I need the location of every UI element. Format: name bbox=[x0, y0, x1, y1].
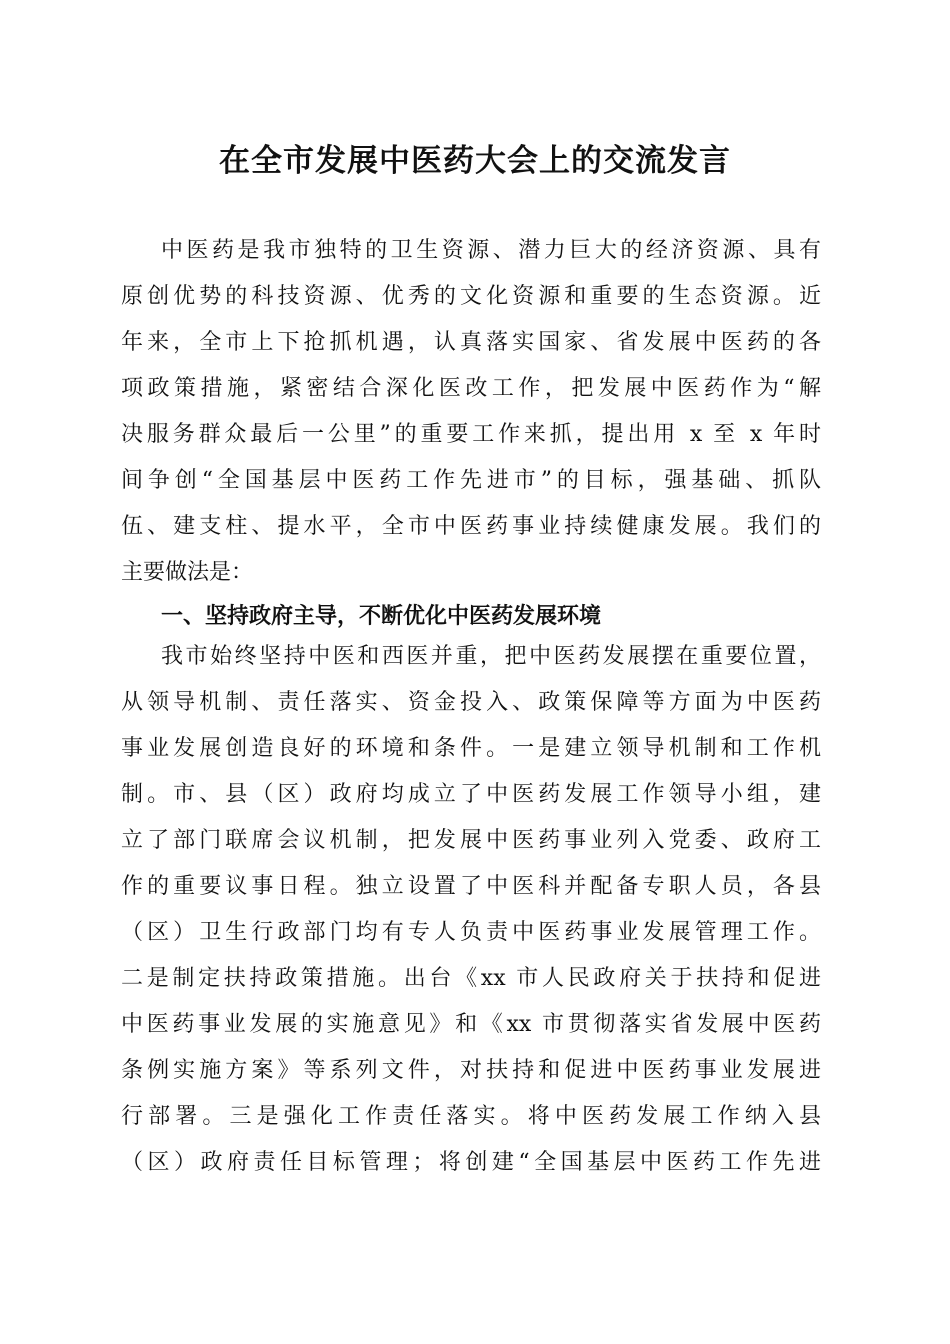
paragraph-2-line-2: 从领导机制、责任落实、资金投入、政策保障等方面为中医药 bbox=[121, 690, 821, 715]
document-title: 在全市发展中医药大会上的交流发言 bbox=[219, 143, 731, 179]
paragraph-2-line-9: 中医药事业发展的实施意见》和《xx 市贯彻落实省发展中医药 bbox=[121, 1012, 821, 1037]
paragraph-2-line-10: 条例实施方案》等系列文件，对扶持和促进中医药事业发展进 bbox=[121, 1058, 821, 1083]
paragraph-2-line-11: 行部署。三是强化工作责任落实。将中医药发展工作纳入县 bbox=[121, 1104, 821, 1129]
paragraph-2-line-8: 二是制定扶持政策措施。出台《xx 市人民政府关于扶持和促进 bbox=[121, 966, 821, 991]
paragraph-1-line-8: 主要做法是： bbox=[121, 560, 254, 585]
paragraph-2-line-3: 事业发展创造良好的环境和条件。一是建立领导机制和工作机 bbox=[121, 736, 821, 761]
paragraph-1-line-7: 伍、建支柱、提水平，全市中医药事业持续健康发展。我们的 bbox=[121, 514, 821, 539]
paragraph-2-line-6: 作的重要议事日程。独立设置了中医科并配备专职人员，各县 bbox=[121, 874, 821, 899]
paragraph-1-line-1: 中医药是我市独特的卫生资源、潜力巨大的经济资源、具有 bbox=[161, 238, 821, 263]
paragraph-1-line-4: 项政策措施，紧密结合深化医改工作，把发展中医药作为“解 bbox=[121, 376, 821, 401]
paragraph-1-line-3: 年来，全市上下抢抓机遇，认真落实国家、省发展中医药的各 bbox=[121, 330, 821, 355]
paragraph-2-line-5: 立了部门联席会议机制，把发展中医药事业列入党委、政府工 bbox=[121, 828, 821, 853]
paragraph-2-line-12: （区）政府责任目标管理；将创建“全国基层中医药工作先进 bbox=[121, 1150, 821, 1175]
paragraph-1-line-5: 决服务群众最后一公里”的重要工作来抓，提出用 x 至 x 年时 bbox=[121, 422, 821, 447]
paragraph-2-line-7: （区）卫生行政部门均有专人负责中医药事业发展管理工作。 bbox=[121, 920, 821, 945]
paragraph-2-line-1: 我市始终坚持中医和西医并重，把中医药发展摆在重要位置， bbox=[161, 644, 821, 669]
section-heading-1: 一、坚持政府主导，不断优化中医药发展环境 bbox=[161, 604, 602, 629]
paragraph-1-line-2: 原创优势的科技资源、优秀的文化资源和重要的生态资源。近 bbox=[121, 284, 821, 309]
paragraph-1-line-6: 间争创“全国基层中医药工作先进市”的目标，强基础、抓队 bbox=[121, 468, 821, 493]
paragraph-2-line-4: 制。市、县（区）政府均成立了中医药发展工作领导小组，建 bbox=[121, 782, 821, 807]
